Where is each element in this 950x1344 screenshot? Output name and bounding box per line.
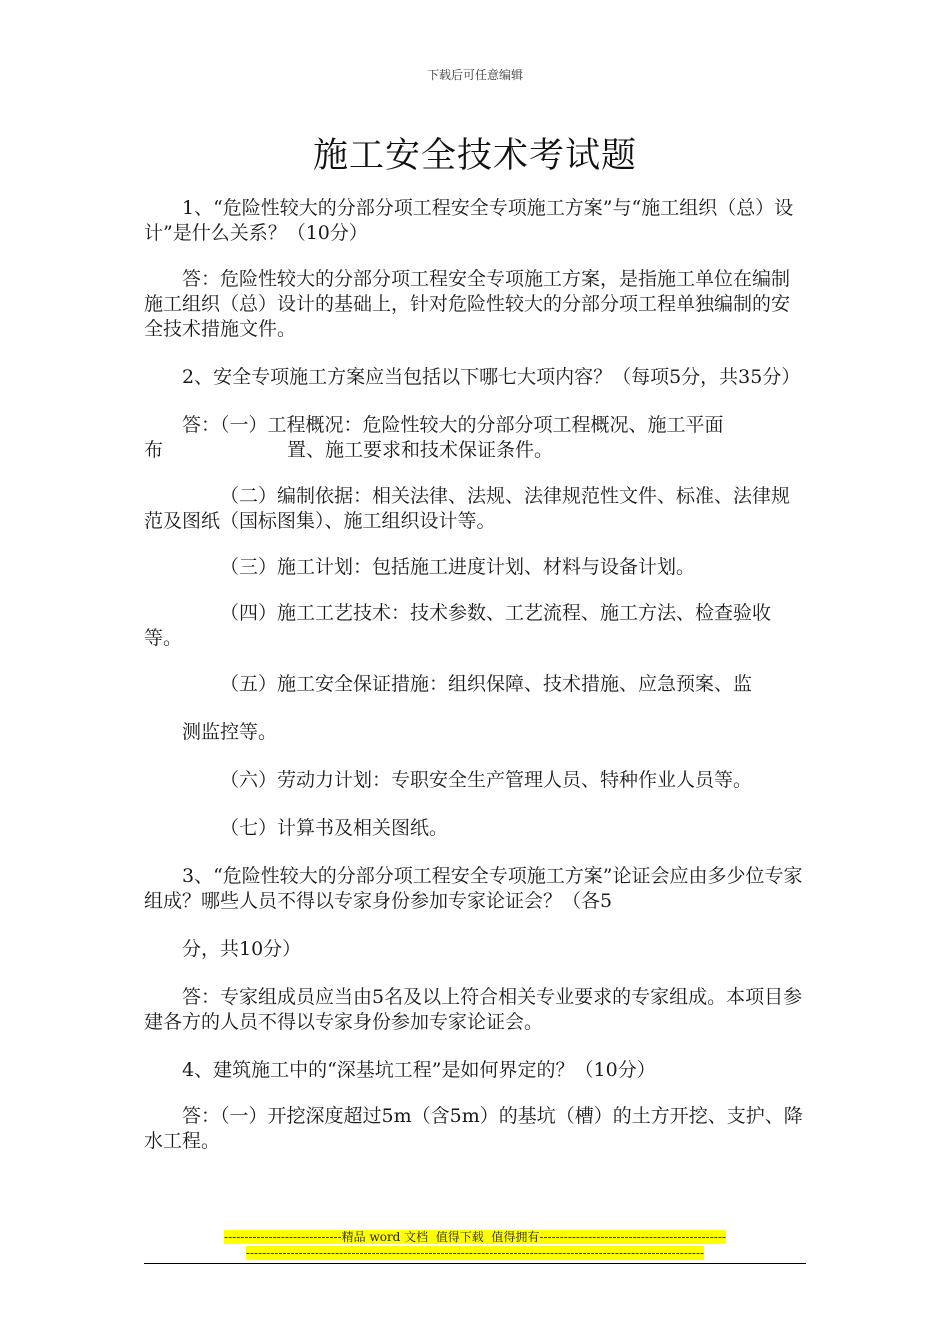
footer-rule: [144, 1263, 806, 1264]
footer-dash-line: [0, 1246, 950, 1260]
answer-2-item-4: （四）施工工艺技术：技术参数、工艺流程、施工方法、检查验收等。: [144, 602, 772, 649]
answer-1: 答：危险性较大的分部分项工程安全专项施工方案，是指施工单位在编制施工组织（总）设计的基础上，针对危险性较大的分部分项工程单独编制的安全技术措施文件。: [144, 268, 791, 340]
footer-banner: [0, 1230, 950, 1244]
footer-dash-text: -----------------------------------------------------------------------------------------------------------------: [245, 1246, 705, 1260]
question-2: 2、安全专项施工方案应当包括以下哪七大项内容？（每项5分，共35分）: [182, 366, 801, 388]
answer-2-item-5-continuation: 测监控等。: [182, 721, 278, 743]
answer-2-item-7: （七）计算书及相关图纸。: [220, 817, 449, 839]
header-note: 下载后可任意编辑: [426, 68, 523, 82]
question-3-continuation: 分，共10分）: [182, 938, 302, 960]
question-3: 3、“危险性较大的分部分项工程安全专项施工方案”论证会应由多少位专家组成？哪些人员不得以专家身份参加专家论证会？（各5: [144, 865, 803, 912]
answer-2-item-2: （二）编制依据：相关法律、法规、法律规范性文件、标准、法律规范及图纸（国标图集）、施工组织设计等。: [144, 485, 791, 532]
question-4: 4、建筑施工中的“深基坑工程”是如何界定的？（10分）: [182, 1059, 656, 1081]
answer-4: 答：（一）开挖深度超过5m（含5m）的基坑（槽）的土方开挖、支护、降水工程。: [144, 1105, 803, 1152]
answer-2-item-6: （六）劳动力计划：专职安全生产管理人员、特种作业人员等。: [220, 769, 753, 791]
answer-3: 答：专家组成员应当由5名及以上符合相关专业要求的专家组成。本项目参建各方的人员不得以专家身份参加专家论证会。: [144, 986, 803, 1033]
document-body: [144, 196, 808, 1175]
footer-banner-text: -----------------------------精品 word 文档 值得下载 值得拥有----------------------------------------------: [224, 1230, 726, 1244]
answer-2-item-1-line-2: [144, 438, 808, 463]
answer-2-item-5: （五）施工安全保证措施：组织保障、技术措施、应急预案、监: [220, 673, 753, 695]
answer-2-item-3: （三）施工计划：包括施工进度计划、材料与设备计划。: [220, 556, 696, 578]
question-1: 1、“危险性较大的分部分项工程安全专项施工方案”与“施工组织（总）设计”是什么关系？（10分）: [144, 197, 794, 244]
page-title: 施工安全技术考试题: [312, 136, 637, 176]
answer-2-item-1-continuation: 置、施工要求和技术保证条件。: [287, 439, 554, 461]
answer-2-item-1: [144, 413, 808, 463]
answer-2-item-1-fragment: 布: [144, 439, 164, 461]
answer-2-item-1-line-1: 答：（一）工程概况：危险性较大的分部分项工程概况、施工平面: [182, 414, 724, 436]
